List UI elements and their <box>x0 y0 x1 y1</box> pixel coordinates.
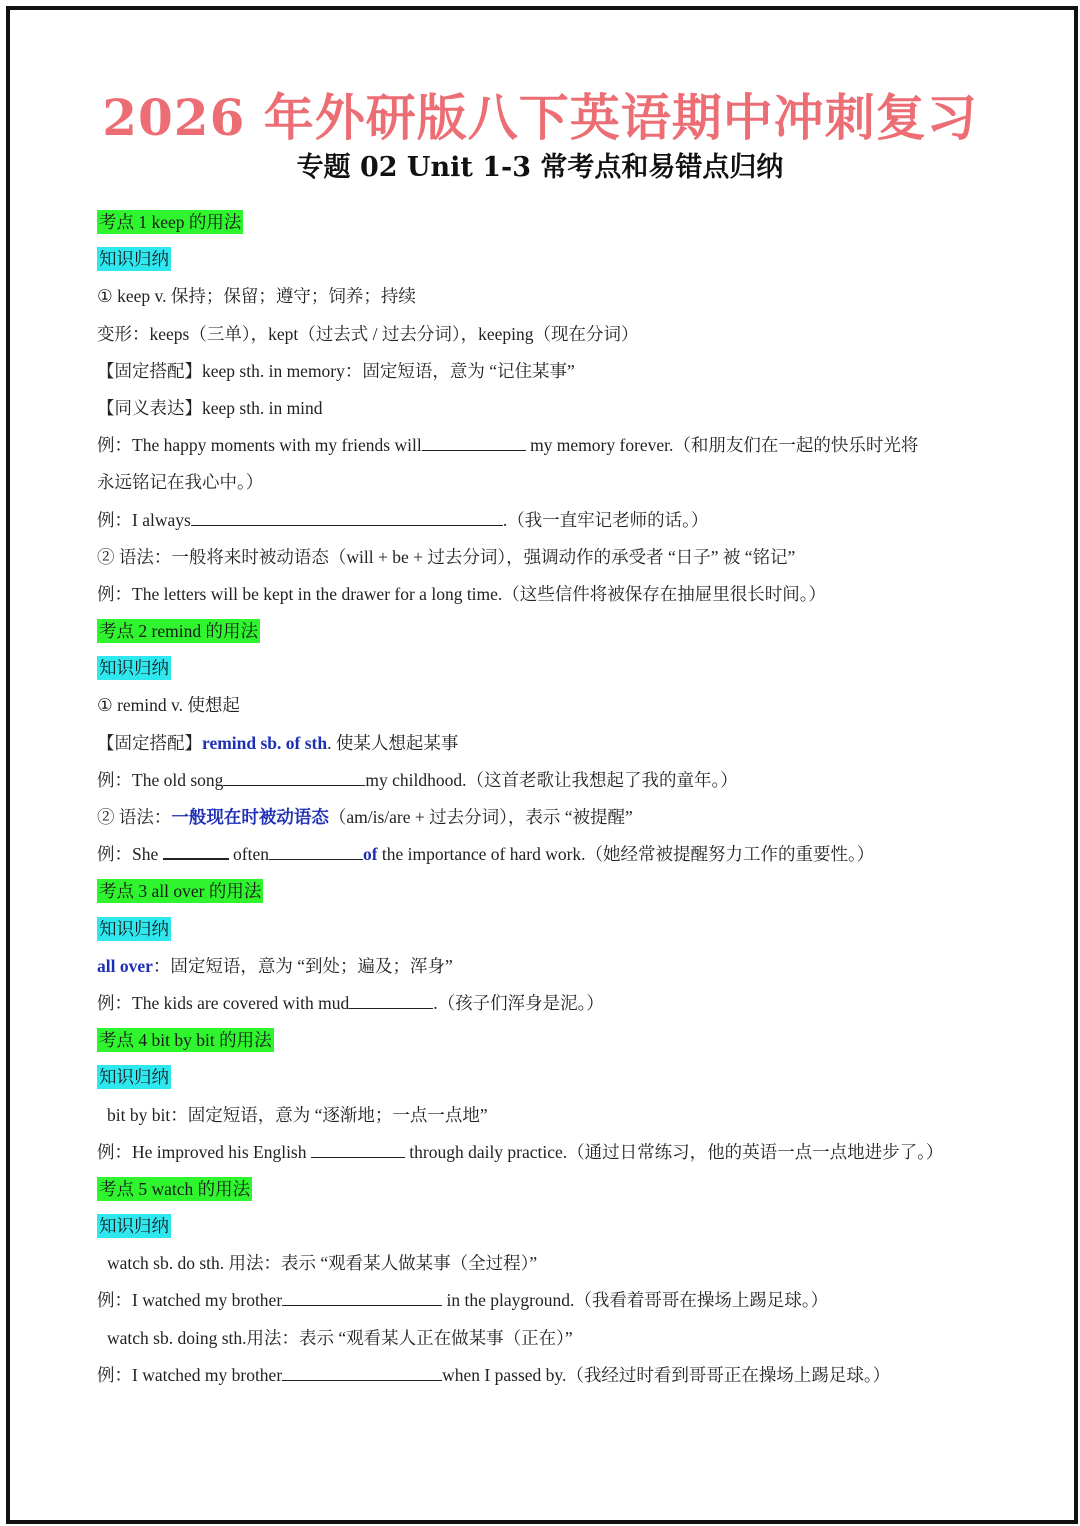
example-line <box>97 1282 1027 1319</box>
example-text: 例：I watched my brother <box>97 1290 283 1311</box>
knowledge-label-line <box>97 241 1027 278</box>
knowledge-label: 知识归纳 <box>99 918 169 939</box>
text-line: 例：The letters will be kept in the drawer for a long time.（这些信件将被保存在抽屉里很长时间。） <box>97 583 827 604</box>
emphasis-phrase: of <box>362 844 378 865</box>
example-line <box>97 762 1027 799</box>
text-line: 变形：keeps（三单），kept（过去式 / 过去分词），keeping（现在分词） <box>97 323 639 344</box>
example-text: through daily practice.（通过日常练习，他的英语一点一点地进步了。） <box>404 1141 944 1162</box>
fill-blank <box>282 1362 442 1381</box>
example-line <box>97 1357 1027 1394</box>
text-line: 【固定搭配】keep sth. in memory：固定短语，意为 “记住某事” <box>97 360 575 381</box>
knowledge-label: 知识归纳 <box>99 1067 169 1088</box>
example-text: 例：I watched my brother <box>97 1364 283 1385</box>
text-line: watch sb. doing sth.用法：表示 “观看某人正在做某事（正在）” <box>107 1327 573 1348</box>
text-line <box>97 799 1027 836</box>
example-text: .（孩子们浑身是泥。） <box>433 992 604 1013</box>
text-line: 【同义表达】keep sth. in mind <box>97 397 323 418</box>
emphasis-phrase: all over <box>97 955 153 976</box>
section-heading: 考点 3 all over 的用法 <box>99 881 262 902</box>
example-line <box>97 836 1027 873</box>
section-2-heading-line <box>97 613 1027 650</box>
section-4-heading-line <box>97 1022 1027 1059</box>
text-span: ：固定短语，意为 “到处；遍及；浑身” <box>152 955 453 976</box>
text-line: 永远铭记在我心中。） <box>97 472 264 493</box>
knowledge-label: 知识归纳 <box>99 249 169 270</box>
example-line <box>97 427 1027 464</box>
example-text: often <box>228 844 269 865</box>
example-text: 例：He improved his English <box>97 1141 311 1162</box>
fill-blank <box>269 841 363 860</box>
text-span: ② 语法： <box>97 807 172 827</box>
document-subtitle: 专题 02 Unit 1-3 常考点和易错点归纳 <box>296 152 784 183</box>
text-span: . 使某人想起某事 <box>327 732 459 753</box>
fill-blank <box>223 767 365 786</box>
emphasis-phrase: remind sb. of sth <box>202 732 328 753</box>
example-text: when I passed by.（我经过时看到哥哥正在操场上踢足球。） <box>442 1364 891 1385</box>
bracket-label: 【固定搭配】 <box>97 732 202 753</box>
example-text: 例：She <box>97 844 163 865</box>
text-line: ① keep v. 保持；保留；遵守；饲养；持续 <box>97 286 416 307</box>
knowledge-label-line <box>97 1208 1027 1245</box>
document-body <box>97 204 1027 1394</box>
example-text: my childhood.（这首老歌让我想起了我的童年。） <box>365 769 738 790</box>
text-line: ② 语法：一般将来时被动语态（will + be + 过去分词），强调动作的承受者 “日子” 被 “铭记” <box>97 546 796 567</box>
text-line: watch sb. do sth. 用法：表示 “观看某人做某事（全过程）” <box>107 1253 538 1274</box>
example-line <box>97 985 1027 1022</box>
knowledge-label-line <box>97 1059 1027 1096</box>
emphasis-phrase: 一般现在时被动语态 <box>171 807 329 827</box>
knowledge-label-line <box>97 911 1027 948</box>
fill-blank <box>311 1139 405 1158</box>
example-text: in the playground.（我看着哥哥在操场上踢足球。） <box>442 1290 829 1311</box>
section-1-heading-line <box>97 204 1027 241</box>
fill-blank <box>191 507 503 526</box>
example-text: 例：The kids are covered with mud <box>97 992 350 1013</box>
fill-blank <box>422 432 526 451</box>
section-heading: 考点 1 keep 的用法 <box>99 212 242 232</box>
example-line <box>97 502 1027 539</box>
knowledge-label: 知识归纳 <box>99 1216 169 1237</box>
example-text: 例：I always <box>97 509 191 530</box>
example-text: .（我一直牢记老师的话。） <box>502 509 709 530</box>
document-title: 2026 年外研版八下英语期中冲刺复习 <box>102 88 978 147</box>
text-line <box>97 725 1027 762</box>
text-line: ① remind v. 使想起 <box>97 695 240 716</box>
example-text: 例：The old song <box>97 769 224 790</box>
fill-blank <box>349 990 433 1009</box>
knowledge-label-line <box>97 650 1027 687</box>
example-line <box>97 1134 1027 1171</box>
text-line: bit by bit：固定短语，意为 “逐渐地；一点一点地” <box>107 1104 488 1125</box>
text-line <box>97 948 1027 985</box>
fill-blank <box>163 840 229 860</box>
section-heading: 考点 4 bit by bit 的用法 <box>99 1030 272 1051</box>
example-text: my memory forever.（和朋友们在一起的快乐时光将 <box>525 435 919 456</box>
example-text: 例：The happy moments with my friends will <box>97 435 422 456</box>
section-3-heading-line <box>97 873 1027 910</box>
section-5-heading-line <box>97 1171 1027 1208</box>
section-heading: 考点 5 watch 的用法 <box>99 1178 251 1199</box>
text-span: （am/is/are + 过去分词），表示 “被提醒” <box>328 807 633 827</box>
fill-blank <box>282 1287 442 1306</box>
knowledge-label: 知识归纳 <box>99 658 169 679</box>
section-heading: 考点 2 remind 的用法 <box>99 621 258 642</box>
example-text: the importance of hard work.（她经常被提醒努力工作的重要性。） <box>377 844 875 865</box>
